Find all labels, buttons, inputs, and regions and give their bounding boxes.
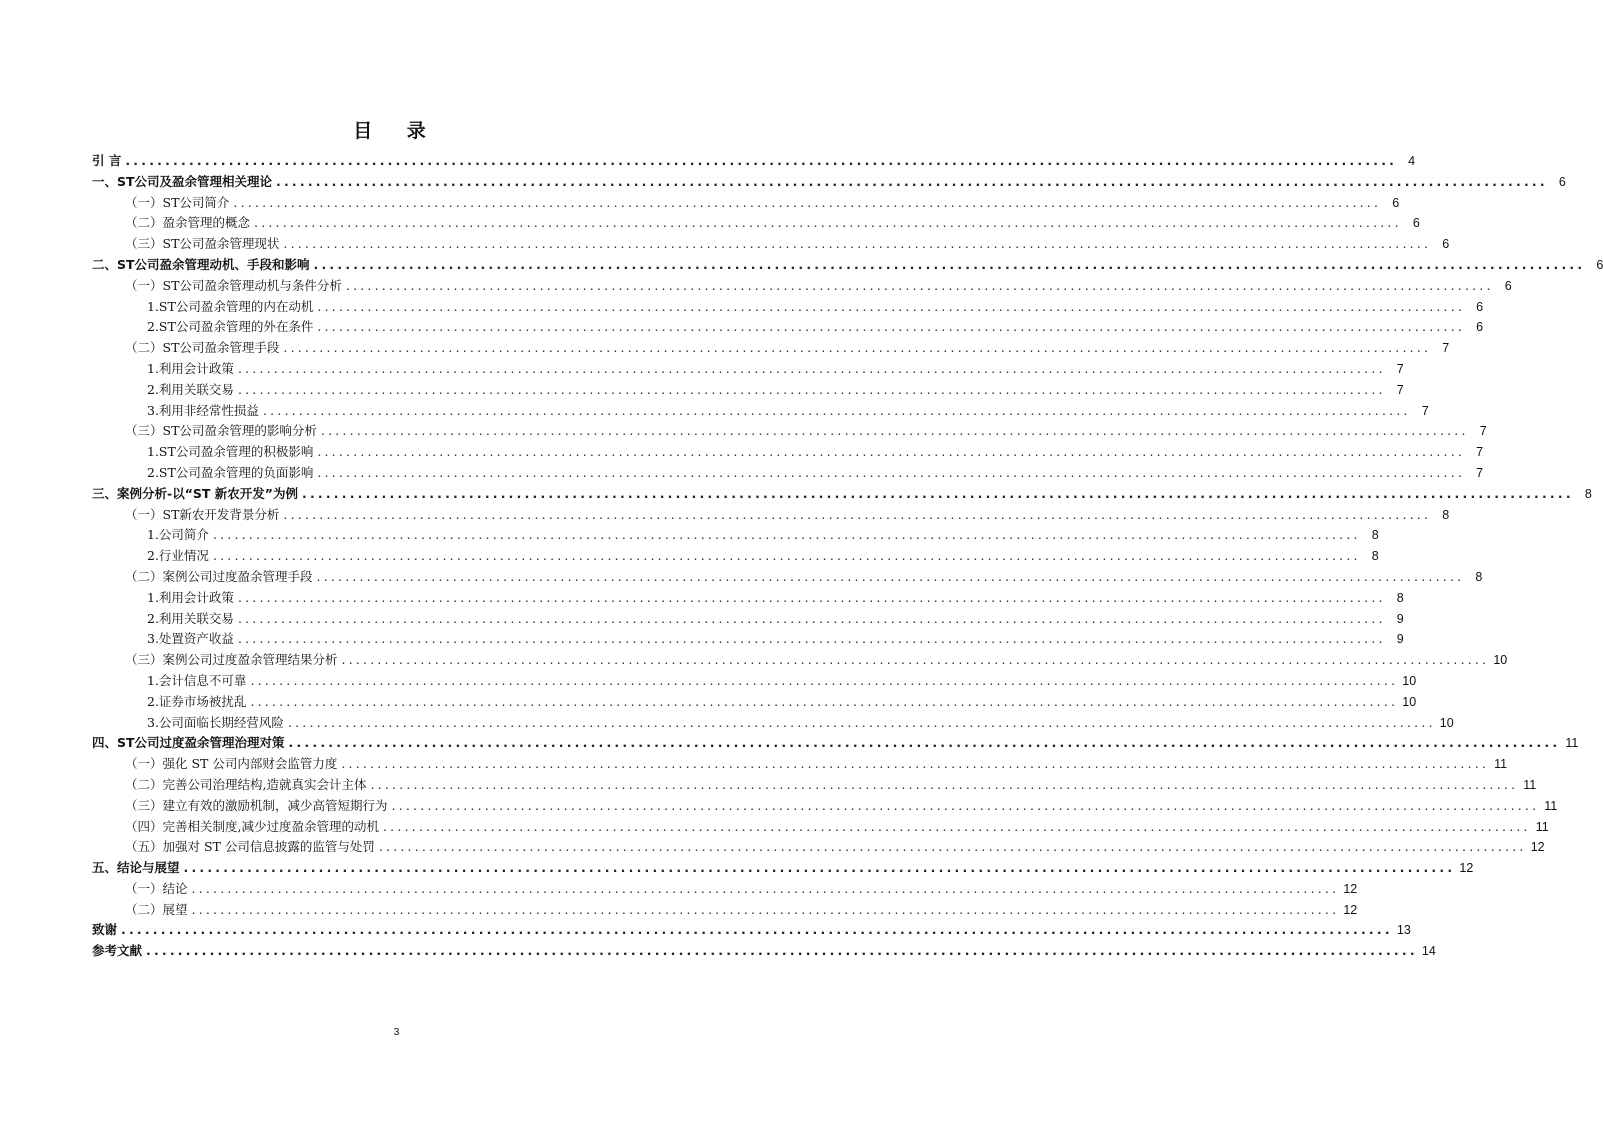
toc-leader-dots: ................................................................................................................................................................ [276,173,1548,189]
toc-entry-page: 7 [1479,424,1487,439]
toc-entry-page: 9 [1396,611,1404,626]
toc-entry-title: 引 言 [92,153,122,168]
toc-entry-page: 4 [1408,154,1416,168]
toc-leader-dots: ................................................................................................................................................................ [391,797,1540,813]
toc-entry[interactable] [92,671,1417,692]
toc-leader-dots: ................................................................................................................................................................ [317,298,1466,314]
toc-entry-title: 2.ST公司盈余管理的负面影响 [147,464,314,480]
toc-entry-page: 6 [1476,320,1484,335]
toc-entry-page: 8 [1371,549,1379,564]
toc-entry-title: （三）案例公司过度盈余管理结果分析 [125,652,338,668]
toc-entry-title: 参考文献 [92,943,143,959]
toc-entry[interactable] [92,609,1404,630]
toc-entry[interactable] [92,421,1487,442]
toc-entry-title: 1.ST公司盈余管理的积极影响 [147,444,314,460]
toc-entry[interactable] [92,837,1545,858]
toc-leader-dots: ................................................................................................................................................................ [317,444,1466,460]
toc-entry[interactable] [92,338,1450,359]
toc-entry[interactable] [92,650,1508,671]
toc-entry[interactable] [92,879,1358,900]
toc-entry[interactable] [92,255,1603,276]
toc-entry[interactable] [92,629,1404,650]
toc-entry[interactable] [92,754,1508,775]
toc-entry-page: 6 [1392,195,1400,210]
toc-entry-page: 8 [1442,507,1450,522]
toc-leader-dots: ................................................................................................................................................................ [316,568,1465,584]
toc-entry[interactable] [92,151,1416,172]
toc-entry-title: （三）ST公司盈余管理的影响分析 [125,423,317,439]
toc-leader-dots: ................................................................................................................................................................ [233,194,1382,210]
toc-leader-dots: ................................................................................................................................................................ [313,256,1586,272]
toc-entry-title: 1.公司简介 [147,527,209,543]
toc-entry-page: 7 [1476,445,1484,460]
toc-entry-page: 11 [1494,757,1508,772]
toc-entry-title: （二）展望 [125,901,188,917]
toc-entry-page: 12 [1530,840,1545,855]
toc-entry-title: （二）完善公司治理结构,造就真实会计主体 [125,776,367,792]
toc-entry[interactable] [92,442,1484,463]
toc-leader-dots: ................................................................................................................................................................ [341,652,1490,668]
toc-entry[interactable] [92,234,1450,255]
toc-entry-title: 2.利用关联交易 [147,381,234,397]
toc-leader-dots: ................................................................................................................................................................ [378,839,1527,855]
toc-entry-title: 致谢 [92,922,118,938]
toc-entry-page: 12 [1459,861,1474,876]
toc-entry-title: 2.ST公司盈余管理的外在条件 [147,319,314,335]
toc-entry[interactable] [92,588,1404,609]
toc-entry[interactable] [92,505,1450,526]
toc-entry-page: 10 [1402,694,1417,709]
toc-entry[interactable] [92,941,1436,962]
toc-entry-page: 11 [1523,777,1537,792]
toc-entry-title: 1.利用会计政策 [147,589,234,605]
toc-title: 目 录 [353,120,440,142]
toc-entry[interactable] [92,546,1379,567]
toc-entry-page: 13 [1396,923,1411,938]
toc-entry-page: 8 [1475,569,1483,584]
toc-leader-dots: ................................................................................................................................................................ [341,756,1490,772]
toc-entry[interactable] [92,817,1549,838]
toc-leader-dots: ................................................................................................................................................................ [237,631,1386,647]
toc-entry-page: 11 [1544,798,1558,813]
toc-leader-dots: ................................................................................................................................................................ [283,340,1432,356]
toc-entry-title: （四）完善相关制度,减少过度盈余管理的动机 [125,818,379,834]
toc-entry-page: 8 [1396,590,1404,605]
toc-entry-page: 10 [1493,653,1508,668]
toc-entry-title: 1.ST公司盈余管理的内在动机 [147,298,314,314]
toc-leader-dots: ................................................................................................................................................................ [212,527,1361,543]
toc-leader-dots: ................................................................................................................................................................ [237,589,1386,605]
toc-leader-dots: ................................................................................................................................................................ [250,672,1399,688]
toc-entry-page: 6 [1412,216,1420,231]
toc-entry-title: （五）加强对 ST 公司信息披露的监管与处罚 [125,839,375,855]
toc-entry-title: 2.证券市场被扰乱 [147,693,247,709]
toc-entry-page: 6 [1476,299,1484,314]
toc-leader-dots: ................................................................................................................................................................ [237,381,1386,397]
toc-entry-page: 7 [1442,341,1450,356]
toc-entry-page: 7 [1396,361,1404,376]
toc-leader-dots: ................................................................................................................................................................ [302,485,1574,501]
toc-leader-dots: ................................................................................................................................................................ [287,714,1436,730]
toc-entry-page: 12 [1343,902,1358,917]
toc-entry-title: 3.公司面临长期经营风险 [147,714,284,730]
toc-entry-page: 6 [1504,278,1512,293]
toc-entry-title: （三）ST公司盈余管理现状 [125,236,280,252]
toc-entry[interactable] [92,567,1483,588]
page-number: 3 [393,1027,400,1038]
toc-leader-dots: ................................................................................................................................................................ [146,943,1418,959]
toc-entry-page: 7 [1396,382,1404,397]
toc-entry-page: 6 [1558,174,1566,189]
toc-entry-title: 1.会计信息不可靠 [147,672,247,688]
toc-entry-title: （二）盈余管理的概念 [125,215,251,231]
toc-entry-title: 二、ST公司盈余管理动机、手段和影响 [92,256,310,272]
toc-entry[interactable] [92,692,1417,713]
toc-entry-page: 6 [1596,257,1603,272]
toc-leader-dots: ................................................................................................................................................................ [283,236,1432,252]
toc-entry[interactable] [92,317,1484,338]
toc-entry-title: 1.利用会计政策 [147,360,234,376]
toc-entry[interactable] [92,900,1358,921]
toc-entry-page: 12 [1343,881,1358,896]
toc-leader-dots: ................................................................................................................................................................ [237,360,1386,376]
toc-leader-dots: ................................................................................................................................................................ [345,277,1494,293]
toc-leader-dots: ................................................................................................................................................................ [121,922,1393,938]
toc-entry[interactable] [92,484,1592,505]
toc-entry[interactable] [92,525,1379,546]
toc-leader-dots: ................................................................................................................................................................ [288,735,1561,751]
toc-leader-dots: ................................................................................................................................................................ [250,693,1399,709]
toc-entry-page: 9 [1396,632,1404,647]
toc-entry-title: 3.处置资产收益 [147,631,234,647]
toc-entry[interactable] [92,796,1558,817]
toc-leader-dots: ................................................................................................................................................................ [317,464,1466,480]
toc-entry-page: 7 [1421,403,1429,418]
toc-leader-dots: ................................................................................................................................................................ [191,880,1340,896]
toc-entry-page: 7 [1476,465,1484,480]
toc-leader-dots: ................................................................................................................................................................ [254,215,1402,231]
toc-entry-page: 10 [1439,715,1454,730]
toc-entry-page: 8 [1371,528,1379,543]
toc-leader-dots: ................................................................................................................................................................ [237,610,1386,626]
toc-entry[interactable] [92,713,1454,734]
toc-entry[interactable] [92,380,1404,401]
toc-entry[interactable] [92,276,1512,297]
toc-entry[interactable] [92,359,1404,380]
toc-entry-page: 14 [1421,944,1436,959]
toc-entry-page: 11 [1565,736,1579,751]
toc-entry[interactable] [92,401,1429,422]
table-of-contents [92,151,1603,962]
toc-entry-title: （三）建立有效的激励机制，减少高管短期行为 [125,797,388,813]
toc-leader-dots: ................................................................................................................................................................ [317,319,1466,335]
toc-entry[interactable] [92,297,1484,318]
toc-entry-title: 2.利用关联交易 [147,610,234,626]
toc-entry[interactable] [92,193,1400,214]
toc-leader-dots: ................................................................................................................................................................ [320,423,1469,439]
toc-entry-page: 10 [1402,673,1417,688]
toc-entry[interactable] [92,463,1484,484]
toc-entry-title: （一）ST公司盈余管理动机与条件分析 [125,277,342,293]
toc-entry[interactable] [92,733,1579,754]
toc-entry-title: 三、案例分析-以“ST 新农开发”为例 [92,485,299,501]
toc-entry[interactable] [92,920,1411,941]
toc-leader-dots: ................................................................................................................................................................ [382,818,1531,834]
toc-entry-title: （一）ST公司简介 [125,194,230,210]
toc-entry[interactable] [92,172,1566,193]
toc-leader-dots: ................................................................................................................................................................ [283,506,1432,522]
toc-leader-dots: ................................................................................................................................................................ [370,776,1519,792]
toc-entry-title: 一、ST公司及盈余管理相关理论 [92,173,273,189]
toc-entry-title: （一）ST新农开发背景分析 [125,506,280,522]
toc-entry-title: （一）强化 ST 公司内部财会监管力度 [125,756,338,772]
toc-entry-title: （二）案例公司过度盈余管理手段 [125,568,313,584]
toc-entry[interactable] [92,775,1537,796]
toc-leader-dots: ................................................................................................................................................................ [212,548,1361,564]
toc-leader-dots: ................................................................................................................................................................ [191,901,1340,917]
toc-entry-title: （二）ST公司盈余管理手段 [125,340,280,356]
toc-entry-title: 四、ST公司过度盈余管理治理对策 [92,735,285,751]
toc-leader-dots: ................................................................................................................................................................ [125,153,1398,168]
toc-entry-title: （一）结论 [125,880,188,896]
toc-leader-dots: ................................................................................................................................................................ [262,402,1411,418]
toc-entry-title: 2.行业情况 [147,548,209,564]
toc-entry[interactable] [92,213,1420,234]
toc-entry-page: 6 [1442,237,1450,252]
toc-leader-dots: ................................................................................................................................................................ [183,860,1456,876]
toc-entry-page: 8 [1584,486,1592,501]
toc-entry-page: 11 [1535,819,1549,834]
toc-entry-title: 五、结论与展望 [92,860,180,876]
toc-entry-title: 3.利用非经常性损益 [147,402,259,418]
toc-entry[interactable] [92,858,1474,879]
